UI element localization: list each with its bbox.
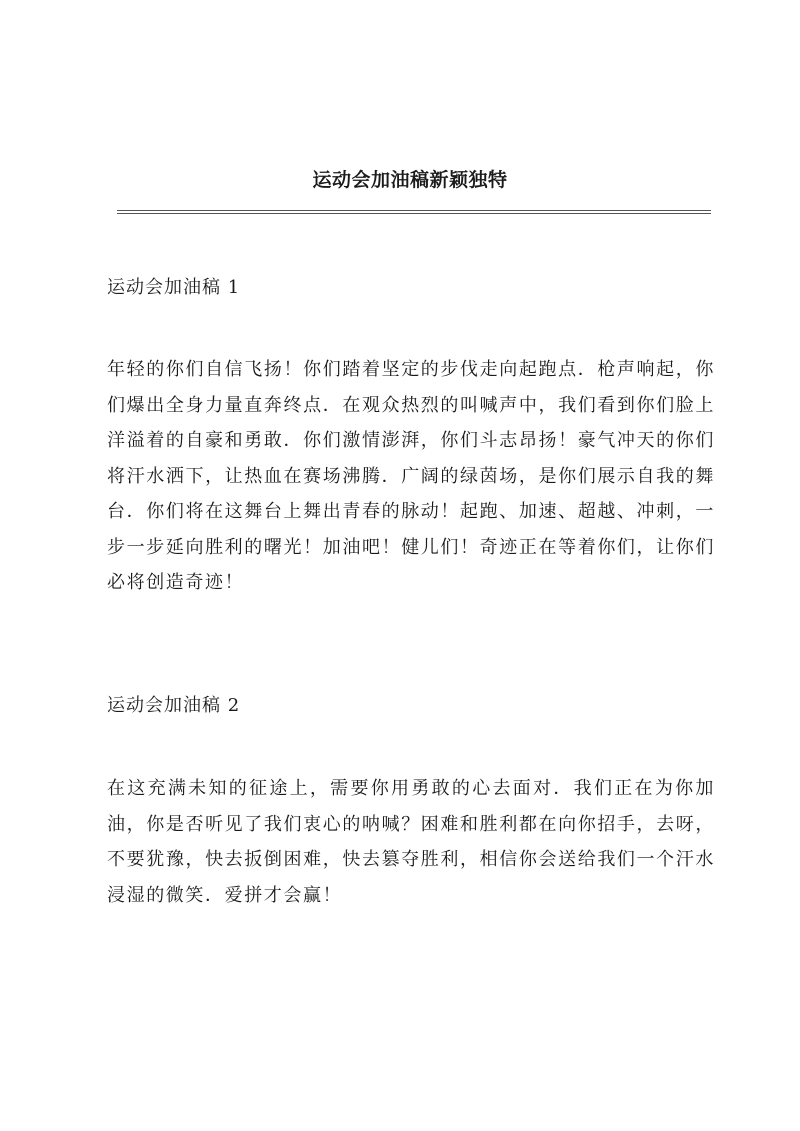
section-heading: 运动会加油稿 2	[107, 695, 241, 716]
document-title: 运动会加油稿新颖独特	[312, 169, 508, 191]
section-heading: 运动会加油稿 1	[107, 277, 241, 298]
section-1-body-block	[107, 352, 715, 601]
section-2-body-block	[107, 771, 715, 913]
section-paragraph: 在这充满未知的征途上，需要你用勇敢的心去面对．我们正在为你加油，你是否听见了我们衷心的呐喊？困难和胜利都在向你招手，去呀，不要犹豫，快去扳倒困难，快去篡夺胜利，相信你会送给我们一个汗水浸湿的微笑．爱拼才会赢！	[107, 778, 715, 906]
section-2-heading-block	[107, 694, 715, 718]
section-paragraph: 年轻的你们自信飞扬！你们踏着坚定的步伐走向起跑点．枪声响起，你们爆出全身力量直奔终点．在观众热烈的叫喊声中，我们看到你们脸上洋溢着的自豪和勇敢．你们激情澎湃，你们斗志昂扬！豪气冲天的你们将汗水洒下，让热血在赛场沸腾．广阔的绿茵场，是你们展示自我的舞台．你们将在这舞台上舞出青春的脉动！起跑、加速、超越、冲刺，一步一步延向胜利的曙光！加油吧！健儿们！奇迹正在等着你们，让你们必将创造奇迹！	[107, 359, 715, 593]
section-1-heading-block	[107, 276, 715, 300]
title-underline	[117, 210, 711, 214]
